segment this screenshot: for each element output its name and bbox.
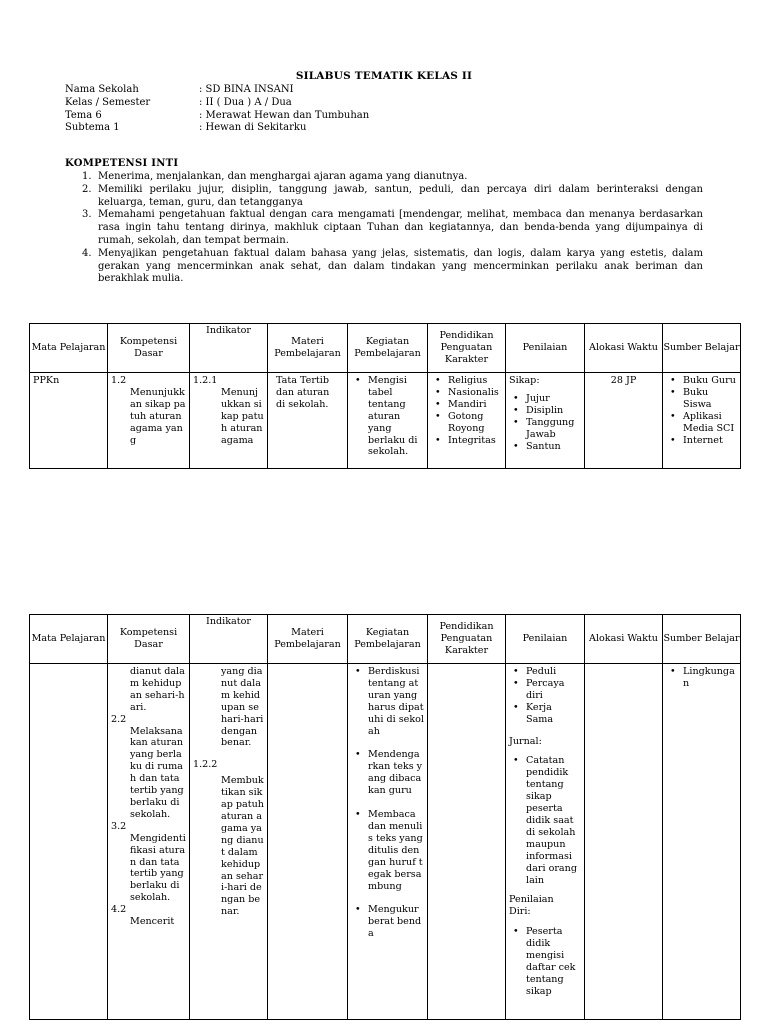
cell-materi [268,373,348,469]
cell-ppk [428,373,506,469]
header-materi: Materi Pembelajaran [268,615,348,664]
header-penilaian: Penilaian [506,324,585,373]
list-item [82,248,703,286]
syllabus-table-1 [29,323,741,469]
kompetensi-inti-heading: KOMPETENSI INTI [65,158,179,169]
list-item: • Gotong Royong [431,411,502,435]
item-number: 3. [82,209,92,221]
kd-text: dianut dalam kehidupan sehari-hari. [130,666,185,713]
header-alokasi: Alokasi Waktu [585,615,663,664]
table-header-row [30,324,741,373]
kd-number: 1.2 [111,375,127,386]
info-value: : SD BINA INSANI [199,84,294,95]
list-item: • Jujur [509,393,581,405]
header-indikator [190,324,268,373]
header-kegiatan: Kegiatan Pembelajaran [348,615,428,664]
kd-text: Mencerit [130,916,175,928]
alokasi-value: 28 JP [610,375,637,386]
indikator-number: 1.2.1 [193,375,218,386]
cell-penilaian [506,664,585,1020]
item-number: 2. [82,183,92,195]
school-info [65,84,369,135]
list-item: • Integritas [431,435,502,447]
list-item [82,184,703,210]
table-row [30,373,741,469]
item-text: Memiliki perilaku jujur, disiplin, tanggung jawab, santun, peduli, dan percaya diri dalam berinteraksi dengan keluarga, teman, guru, dan tetangganya [98,183,703,208]
info-value: : Merawat Hewan dan Tumbuhan [199,109,370,121]
cell-indikator [190,664,268,1020]
cell-ppk [428,664,506,1020]
header-penilaian: Penilaian [506,615,585,664]
cell-kegiatan [348,373,428,469]
header-indikator-label: Indikator [206,325,251,336]
mata-pelajaran-value: PPKn [33,375,60,386]
jurnal-label: Jurnal: [509,735,542,747]
table-header-row [30,615,741,664]
item-number: 1. [82,171,92,182]
info-value: : II ( Dua ) A / Dua [199,96,292,108]
list-item: • Religius [431,375,502,387]
header-mata-pelajaran: Mata Pelajaran [30,324,108,373]
indikator-text: yang dianut dalam kehidupan sehari-hari dengan benar. [221,666,264,749]
list-item: • Membaca dan menulis teks yang ditulis dengan huruf tegak bersambung [351,809,424,892]
cell-alokasi [585,664,663,1020]
list-item [82,171,703,184]
item-text: Menerima, menjalankan, dan menghargai ajaran agama yang dianutnya. [98,171,468,182]
list-item: • Mendengarkan teks yang dibacakan guru [351,749,424,797]
header-ppk: Pendidikan Penguatan Karakter [428,324,506,373]
header-sumber: Sumber Belajar [663,615,741,664]
cell-alokasi [585,373,663,469]
item-text: Menyajikan pengetahuan faktual dalam bahasa yang jelas, sistematis, dan logis, dalam karya yang estetis, dalam gerakan yang mencerminkan anak sehat, dan dalam tindakan yang mencerminkan perilaku anak beriman dan berakhlak mulia. [98,247,703,285]
list-item: • Buku Siswa [666,387,737,411]
info-label: Nama Sekolah [65,84,139,95]
item-number: 4. [82,247,92,259]
list-item: • Peduli [509,666,581,678]
cell-sumber [663,664,741,1020]
info-row [65,84,369,97]
cell-materi [268,664,348,1020]
header-alokasi: Alokasi Waktu [585,324,663,373]
list-item: • Mandiri [431,399,502,411]
kd-number: 2.2 [111,713,127,725]
kompetensi-inti-list [82,171,703,286]
list-item: • Tanggung Jawab [509,417,581,441]
header-mata-pelajaran: Mata Pelajaran [30,615,108,664]
indikator-text: Menunjukkan sikap patuh aturan agama [221,386,264,446]
cell-indikator [190,373,268,469]
info-label: Kelas / Semester [65,96,151,108]
list-item: • Kerja Sama [509,702,581,726]
header-kompetensi-dasar: Kompetensi Dasar [108,324,190,373]
kd-number: 4.2 [111,904,127,916]
table-row [30,664,741,1020]
list-item: • Disiplin [509,405,581,417]
cell-kompetensi-dasar [108,373,190,469]
list-item: • Berdiskusi tentang aturan yang harus dipatuhi di sekolah [351,666,424,737]
cell-kompetensi-dasar [108,664,190,1020]
list-item: • Peserta didik mengisi daftar cek tentang sikap [509,926,581,997]
kd-text: Melaksanakan aturan yang berlaku di rumah dan tata tertib yang berlaku di sekolah. [130,725,184,820]
info-row [65,110,369,123]
cell-kegiatan [348,664,428,1020]
cell-penilaian [506,373,585,469]
syllabus-table-2 [29,614,741,1020]
item-text: Memahami pengetahuan faktual dengan cara mengamati [mendengar, melihat, membaca dan menanya berdasarkan rasa ingin tahu tentang dirinya, makhluk ciptaan Tuhan dan kegiatannya, dan benda-benda yang dijumpainya di rumah, sekolah, dan tempat bermain. [98,209,703,246]
header-kompetensi-dasar: Kompetensi Dasar [108,615,190,664]
info-row [65,122,369,135]
page-title: SILABUS TEMATIK KELAS II [295,70,473,82]
materi-value: Tata Tertib dan aturan di sekolah. [276,375,330,410]
header-indikator [190,615,268,664]
kd-text: Menunjukkan sikap patuh aturan agama yang [130,386,186,446]
list-item: • Nasionalis [431,387,502,399]
list-item: • Mengisi tabel tentang aturan yang berlaku di sekolah. [351,375,424,458]
penilaian-label: Sikap: [509,375,540,386]
header-indikator-label: Indikator [206,616,251,627]
cell-sumber [663,373,741,469]
info-value: : Hewan di Sekitarku [199,122,307,134]
info-label: Subtema 1 [65,122,120,134]
header-sumber: Sumber Belajar [663,324,741,373]
list-item: • Mengukur berat benda [351,904,424,940]
list-item: • Buku Guru [666,375,737,387]
info-label: Tema 6 [65,109,102,121]
header-materi: Materi Pembelajaran [268,324,348,373]
penilaian-diri-label: Penilaian Diri: [509,894,554,918]
header-ppk: Pendidikan Penguatan Karakter [428,615,506,664]
kd-number: 3.2 [111,820,127,832]
list-item: • Lingkungan [666,666,737,690]
list-item: • Aplikasi Media SCI [666,411,737,435]
cell-mata-pelajaran [30,664,108,1020]
list-item: • Percaya diri [509,678,581,702]
kd-text: Mengidentifikasi aturan dan tata tertib yang berlaku di sekolah. [130,832,186,904]
list-item [82,209,703,247]
info-row [65,97,369,110]
indikator-number: 1.2.2 [193,759,218,771]
list-item: • Internet [666,435,737,447]
cell-mata-pelajaran [30,373,108,469]
list-item: • Santun [509,441,581,453]
indikator-text: Membuktikan sikap patuh aturan agama yang dianut dalam kehidupan sehari-hari dengan benar. [221,775,264,918]
list-item: • Catatan pendidik tentang sikap peserta didik saat di sekolah maupun informasi dari orang lain [509,755,581,886]
header-kegiatan: Kegiatan Pembelajaran [348,324,428,373]
